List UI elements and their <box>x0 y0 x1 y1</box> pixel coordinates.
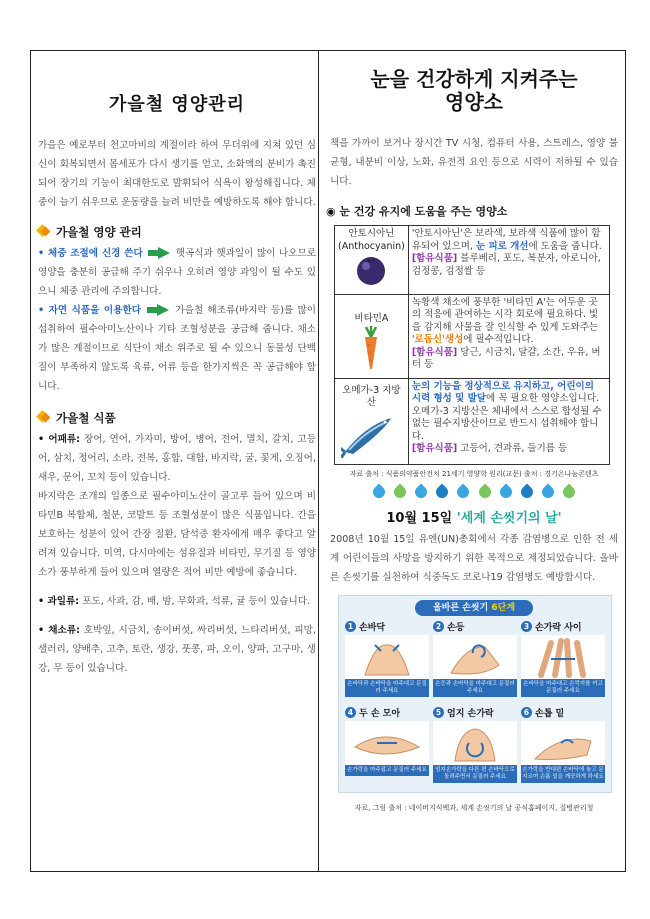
section-heading-text: 가을철 영양 관리 <box>56 225 142 239</box>
date-text: 10월 15일 <box>386 511 457 526</box>
right-title <box>326 68 622 114</box>
right-title-line1: 눈을 건강하게 지켜주는 <box>370 67 578 91</box>
panel-title-highlight: 6단계 <box>491 603 516 613</box>
bullet-weight <box>38 244 316 301</box>
step-number: 2 <box>433 621 444 632</box>
step-card <box>521 706 605 783</box>
nutrient-name-cell <box>335 378 409 465</box>
nutrient-name: 비타민A <box>354 312 389 324</box>
vegetable-text: 호박잎, 시금치, 송이버섯, 싸리버섯, 느타리버섯, 피망, 샐러리, 양배추, 고추, 토란, 생강, 풋콩, 파, 오이, 양파, 고구마, 생강, 무 등이 있습니다. <box>38 625 316 674</box>
step-label: 손등 <box>447 623 465 633</box>
table-row <box>335 378 610 465</box>
step-number: 3 <box>521 621 532 632</box>
bullet-lead: • 자연 식품을 이용한다 <box>38 305 142 316</box>
step-label: 엄지 손가락 <box>447 709 494 719</box>
food-tag: [함유식품] <box>411 346 458 358</box>
seafood-detail: 바지락은 조개의 일종으로 필수아미노산이 골고루 들어 있으며 비타민B 복합체, 철분, 코발트 등 조혈성분이 많은 식품입니다. 간을 보호하는 성분이 있어 간장 질환, 담석증 환자에게 매우 좋다고 알려져 있습니다. 미역, 다시마에는 섬유질과 비타민, 무기질 등 영양소가 풍부하게 들어 있으며 열량은 적어 비만 예방에 좋습니다. <box>38 491 316 578</box>
water-drop-icon <box>560 484 577 501</box>
fruit-text: 포도, 사과, 감, 배, 밤, 무화과, 석류, 귤 등이 있습니다. <box>82 596 311 607</box>
desc-text: 에 도움을 줍니다. <box>528 240 602 252</box>
source-note: 자료 출처 : 식품의약품안전처 21세기 영양학 원리(교문) 출처 : 경기온나눔콘텐츠 <box>349 470 599 478</box>
panel-title <box>415 600 533 616</box>
fruit-lead: • 과일류: <box>38 596 80 607</box>
arrow-right-icon <box>157 304 169 316</box>
blueberry-icon <box>351 253 391 287</box>
handwashing-text: 2008년 10월 15일 유엔(UN)총회에서 각종 감염병으로 인한 전 세계 어린이들의 사망을 방지하기 위한 목적으로 제정되었습니다. 올바른 손씻기를 실천하여 식중독도 코로나19 감염병도 예방합시다. <box>330 534 618 583</box>
seafood-lead: • 어패류: <box>38 434 81 445</box>
food-tag: [함유식품] <box>411 253 458 264</box>
nutrient-name-cell <box>335 226 409 295</box>
desc-text: 녹황색 채소에 풍부한 '비타민 A'는 어두운 곳의 적응에 관여하는 시각 회로에 필요하다. 빛을 감지해 사물을 잘 인식할 수 있게 도와주는 ' <box>411 296 599 345</box>
step-number: 4 <box>345 707 356 718</box>
between-fingers-icon <box>521 635 605 679</box>
thumb-rub-icon <box>433 721 517 765</box>
seafood-list <box>38 430 316 487</box>
step-label: 손톱 밑 <box>535 709 565 719</box>
step-caption: 손가락을 마주잡고 문질러 주세요 <box>345 765 429 776</box>
desc-highlight: 로돕신'생성 <box>414 334 464 345</box>
bullet-natural <box>38 301 316 396</box>
section-heading-foods <box>38 410 316 426</box>
step-number: 6 <box>521 707 532 718</box>
right-intro: 책을 가까이 보거나 장시간 TV 시청, 컴퓨터 사용, 스트레스, 영양 불균형, 내분비 이상, 노화, 유전적 요인 등으로 시력이 저하될 수 있습니다. <box>330 138 618 187</box>
day-name: '세계 손씻기의 날' <box>456 511 562 526</box>
bullet-lead: • 체중 조절에 신경 쓴다 <box>38 248 143 259</box>
nutrient-name: 안토시아닌 (Anthocyanin) <box>338 228 405 252</box>
step-caption: 손바닥과 손바닥을 마주대고 문질러 주세요 <box>345 679 429 697</box>
step-label: 손가락 사이 <box>535 623 582 633</box>
bullet-text: 햇곡식과 햇과일이 많이 나오므로 영양을 충분히 공급해 주기 쉬우나 오히려 영양 과잉이 될 수도 있으니 체중 관리에 주의합니다. <box>38 248 316 297</box>
food-list: 당근, 시금치, 달걀, 소간, 우유, 버터 등 <box>411 346 601 370</box>
water-drop-icon <box>518 484 535 501</box>
vegetable-list <box>38 621 316 678</box>
water-drop-icon <box>497 484 514 501</box>
nutrient-desc-cell <box>408 378 609 465</box>
step-caption: 엄지손가락을 다른 편 손바닥으로 돌려주면서 문질러 주세요 <box>433 765 517 783</box>
water-drop-icon <box>476 484 493 501</box>
source-note-2: 자료, 그림 출처 : 네이버지식백과, 세계 손씻기의 날 공식홈페이지, 질병관리청 <box>354 804 594 812</box>
diamond-bullet-icon <box>38 412 50 424</box>
step-label: 두 손 모아 <box>359 709 401 719</box>
section-heading-text: 가을철 식품 <box>56 411 116 425</box>
panel-title-text: 올바른 손씻기 <box>432 603 492 613</box>
hands-together-icon <box>345 721 429 765</box>
step-card <box>521 620 605 697</box>
step-caption: 손등과 손바닥을 마주대고 문질러 주세요 <box>433 679 517 697</box>
step-caption: 손가락을 반대편 손바닥에 놓고 문지르며 손톱 밑을 깨끗하게 하세요 <box>521 765 605 783</box>
desc-highlight: 눈 피로 개선 <box>475 240 529 252</box>
nutrient-name-cell <box>335 294 409 378</box>
carrot-icon <box>356 325 386 371</box>
right-column <box>326 58 622 813</box>
water-drop-icon <box>434 484 451 501</box>
fingernail-icon <box>521 721 605 765</box>
right-title-line2: 영양소 <box>445 90 503 114</box>
seafood-text: 장어, 연어, 가자미, 방어, 병어, 전어, 멸치, 갈치, 고등어, 삼치, 정어리, 소라, 전복, 홍합, 대합, 바지락, 굴, 꽃게, 오징어, 새우, 문어, 꼬치 등이 있습니다. <box>38 434 316 483</box>
handwashing-day-title <box>326 507 622 526</box>
nutrient-table <box>334 225 610 465</box>
left-column <box>38 58 316 678</box>
nutrient-desc-cell <box>408 226 609 295</box>
arrow-right-icon <box>158 247 170 259</box>
nutrient-desc-cell <box>408 294 609 378</box>
fruit-list <box>38 592 316 611</box>
step-card <box>433 620 517 697</box>
water-drop-icon <box>539 484 556 501</box>
mackerel-icon <box>341 410 401 458</box>
step-label: 손바닥 <box>359 623 386 633</box>
water-drop-icon <box>371 484 388 501</box>
water-drop-icon <box>455 484 472 501</box>
bullet-text: 가을철 해조류(바지락 등)를 많이 섭취하여 필수아미노산이나 기타 조혈성분을 공급해 줍니다. 채소가 많은 계절이므로 식단이 채소 위주로 될 수 있으니 동물성 단백질이 부족하지 않도록 육류, 어류 등을 한가지씩은 꼭 공급해야 합니다. <box>38 305 316 392</box>
food-tag: [함유식품] <box>411 443 458 454</box>
food-list: 블루베리, 포도, 복분자, 아로니아, 검정콩, 검정쌀 등 <box>411 253 601 277</box>
diamond-bullet-icon <box>38 226 50 238</box>
section-heading-nutrition <box>38 224 316 240</box>
desc-text: '안토시아닌'은 보라색, 보라색 식품에 많이 함유되어 있으며, <box>411 228 601 252</box>
palm-rub-icon <box>345 635 429 679</box>
left-intro: 가을은 예로부터 천고마비의 계절이라 하여 무더위에 지쳐 있던 심신이 회복되면서 몸세포가 다시 생기를 얻고, 소화액의 분비가 촉진되어 장기의 기능이 최대한도로 발휘되어 식욕이 왕성해집니다. 체중이 늘기 쉬우므로 운동량을 늘려 비만을 예방하도록 해야 합니다. <box>38 140 316 208</box>
step-number: 5 <box>433 707 444 718</box>
step-caption: 손바닥을 마주대고 손깍지를 끼고 문질러 주세요 <box>521 679 605 697</box>
table-row <box>335 294 610 378</box>
left-title: 가을철 영양관리 <box>109 94 245 115</box>
step-card <box>345 620 429 697</box>
step-card <box>345 706 429 776</box>
table-row <box>335 226 610 295</box>
water-drops-decoration <box>326 483 622 503</box>
back-of-hand-icon <box>433 635 517 679</box>
water-drop-icon <box>392 484 409 501</box>
water-drop-icon <box>413 484 430 501</box>
handwashing-steps-panel <box>338 595 612 793</box>
desc-text: 에 필수적입니다. <box>463 334 534 345</box>
desc-text: 에 꼭 필요한 영양소입니다. 오메가-3 지방산은 체내에서 스스로 합성될 수 없는 필수지방산이므로 반드시 섭취해야 합니다. <box>411 393 602 442</box>
nutrient-name: 오메가-3 지방산 <box>342 384 401 408</box>
step-card <box>433 706 517 783</box>
food-list: 고등어, 견과류, 들기름 등 <box>457 443 568 454</box>
desc-highlight: 눈의 기능을 정상적으로 유지하고, 어린이의 시력 형성 및 발달 <box>411 380 594 404</box>
vegetable-lead: • 채소류: <box>38 625 80 636</box>
column-divider <box>318 50 319 872</box>
step-number: 1 <box>345 621 356 632</box>
table-heading: ◉ 눈 건강 유지에 도움을 주는 영양소 <box>326 205 508 218</box>
